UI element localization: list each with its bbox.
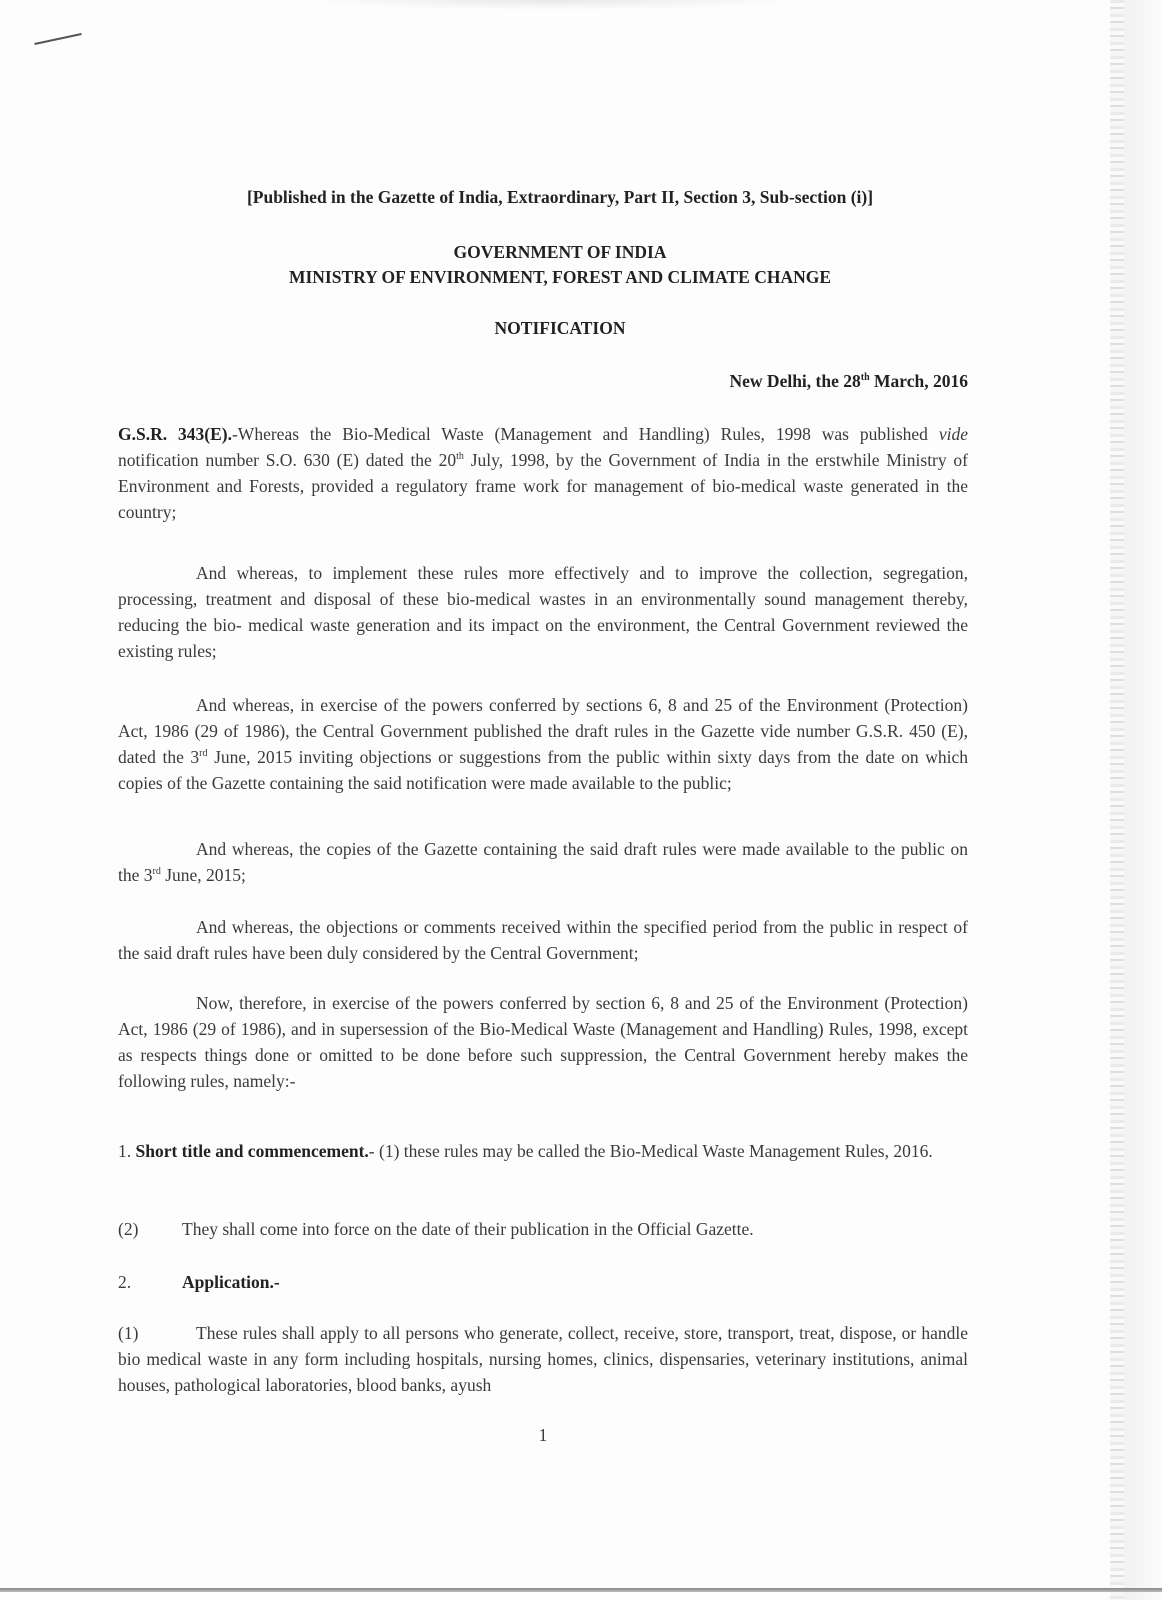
scan-edge bbox=[1124, 0, 1162, 1600]
paragraph-whereas-objections: And whereas, the objections or comments received within the specified period from the public in respect of the said draft rules have been duly considered by the Central Government; bbox=[118, 917, 968, 963]
pen-mark bbox=[34, 33, 81, 45]
notification-date: New Delhi, the 28th March, 2016 bbox=[729, 371, 968, 391]
page-number: 1 bbox=[538, 1425, 548, 1445]
rule-1-2: (2) They shall come into force on the date of their publication in the Official Gazette. bbox=[118, 1219, 754, 1239]
binding-edge bbox=[1110, 0, 1124, 1600]
paragraph-whereas-powers: And whereas, in exercise of the powers conferred by sections 6, 8 and 25 of the Environment (Protection) Act, 1986 (29 of 1986), the Central Government published the draft rules in the Gazette vide number G.S.R. 450 (E), dated the 3rd June, 2015 inviting objections or suggestions from the public within sixty days from the date on which copies of the Gazette containing the said notification were made available to the public; bbox=[118, 695, 969, 793]
rule-2-heading: 2. Application.- bbox=[118, 1272, 280, 1292]
rule-2-1: (1) These rules shall apply to all persons who generate, collect, receive, store, transport, treat, dispose, or handle bio medical waste in any form including hospitals, nursing homes, clinics, dispensaries, veterinary institutions, animal houses, pathological laboratories, blood banks, ayush bbox=[118, 1323, 968, 1395]
scan-shadow bbox=[300, 0, 800, 10]
paragraph-gsr: G.S.R. 343(E).-Whereas the Bio-Medical Waste (Management and Handling) Rules, 1998 was published vide notification number S.O. 630 (E) dated the 20th July, 1998, by the Government of India in the erstwhile Ministry of Environment and Forests, provided a regulatory frame work for management of bio-medical waste generated in the country; bbox=[118, 424, 969, 522]
scan-bottom-edge bbox=[0, 1588, 1162, 1592]
gazette-header: [Published in the Gazette of India, Extraordinary, Part II, Section 3, Sub-section (i)] bbox=[246, 187, 874, 207]
paragraph-whereas-copies: And whereas, the copies of the Gazette containing the said draft rules were made available to the public on the 3rd June, 2015; bbox=[118, 839, 968, 885]
notification-title: NOTIFICATION bbox=[494, 318, 626, 338]
paragraph-whereas-implement: And whereas, to implement these rules more effectively and to improve the collection, segregation, processing, treatment and disposal of these bio-medical wastes in an environmentally sound management thereby, reducing the bio- medical waste generation and its impact on the environment, the Central Government reviewed the existing rules; bbox=[118, 563, 968, 661]
paragraph-now-therefore: Now, therefore, in exercise of the powers conferred by section 6, 8 and 25 of the Environment (Protection) Act, 1986 (29 of 1986), and in supersession of the Bio-Medical Waste (Management and Handling) Rules, 1998, except as respects things done or omitted to be done before such suppression, the Central Government hereby makes the following rules, namely:- bbox=[118, 993, 968, 1091]
government-title: GOVERNMENT OF INDIA bbox=[453, 242, 667, 262]
ministry-title: MINISTRY OF ENVIRONMENT, FOREST AND CLIMATE CHANGE bbox=[288, 267, 832, 287]
rule-1: 1. Short title and commencement.- (1) these rules may be called the Bio-Medical Waste Management Rules, 2016. bbox=[118, 1141, 933, 1161]
